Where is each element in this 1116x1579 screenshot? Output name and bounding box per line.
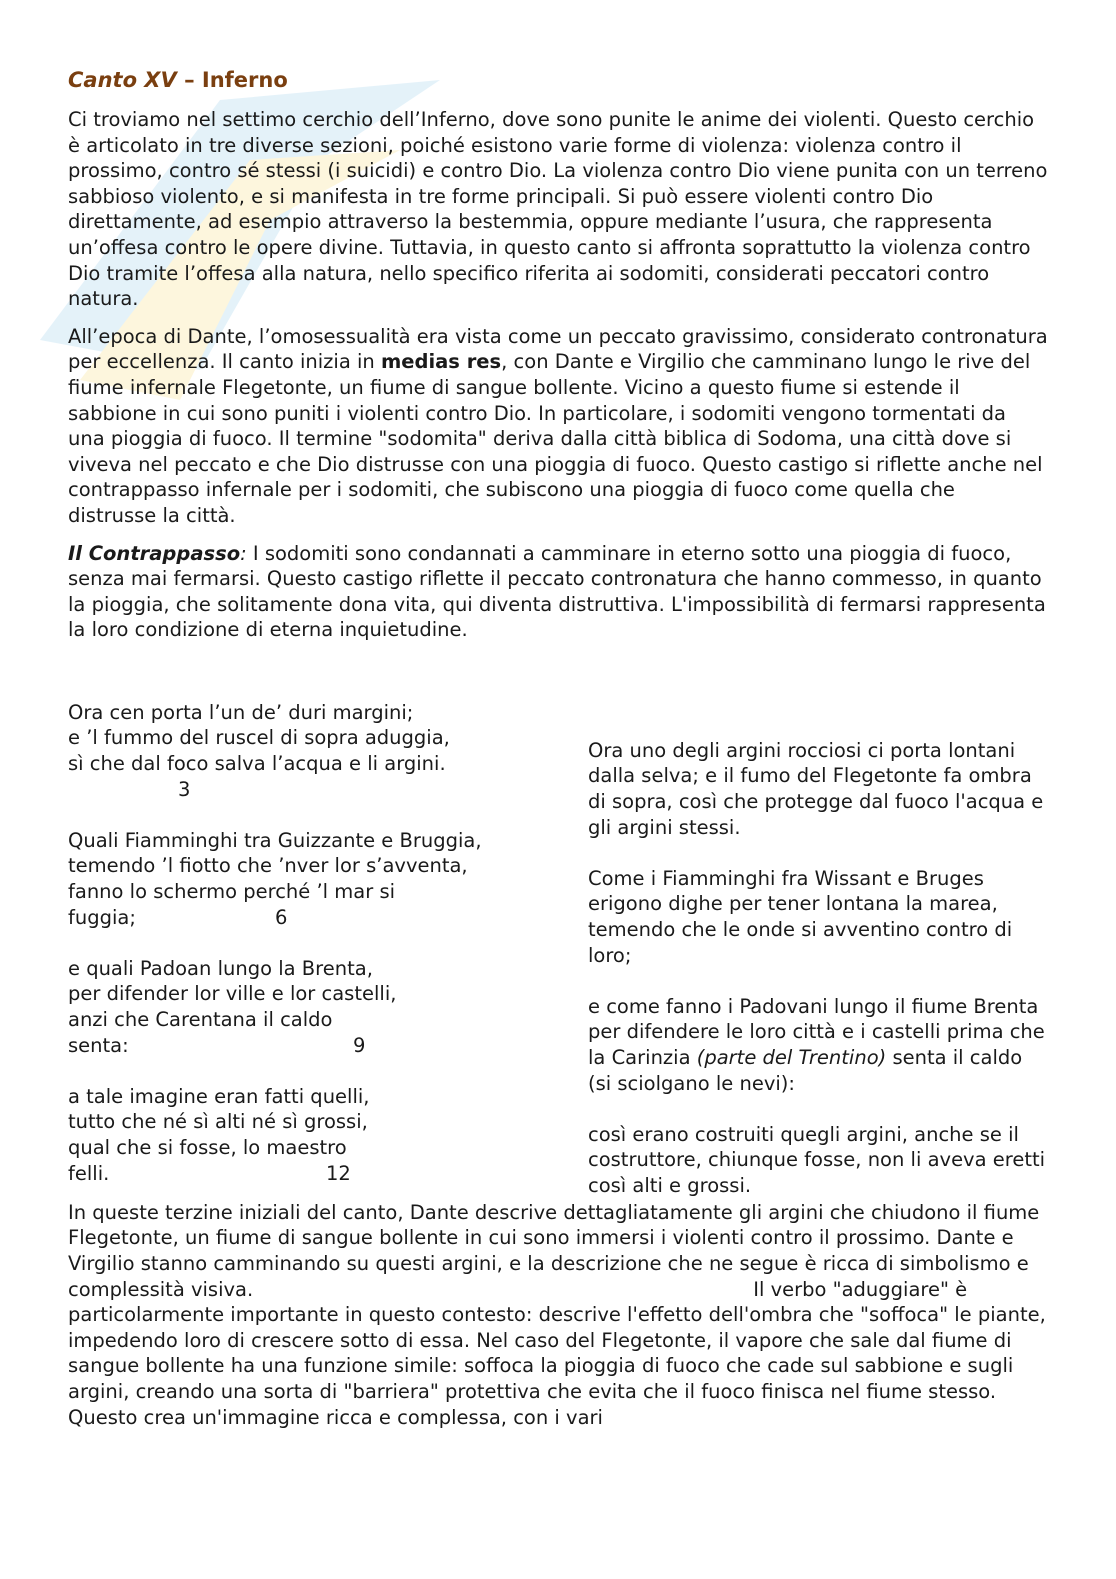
tercet: Ora cen porta l’un de’ duri margini; e ’l fummo del ruscel di sopra aduggia, sì che dal foco salva l’acqua e li argini. 3 xyxy=(68,700,538,802)
closing-paragraph: In queste terzine iniziali del canto, Dante descrive dettagliatamente gli argini che chiudono il fiume Flegetonte, un fiume di sangue bollente in cui sono immersi i violenti contro il prossimo. Dante e Virgilio stanno camminando su questi argini, e la descrizione che ne segue è ricca di simbolismo e complessità visiva. Il verbo "aduggiare" è particolarmente importante in questo contesto: descrive l'effetto dell'ombra che "soffoca" le piante, impedendo loro di crescere sotto di essa. Nel caso del Flegetonte, il vapore che sale dal fiume di sangue bollente ha una funzione simile: soffoca la pioggia di fuoco che cade sul sabbione e sugli argini, creando una sorta di "barriera" protettiva che evita che il fuoco finisca nel fiume stesso. Questo crea un'immagine ricca e complessa, con i vari xyxy=(68,1200,1046,1429)
intro-paragraph: Ci troviamo nel settimo cerchio dell’Inferno, dove sono punite le anime dei violenti. Questo cerchio è articolato in tre diverse sezioni, poiché esistono varie forme di violenza: violenza contro il prossimo, contro sé stessi (i suicidi) e contro Dio. La violenza contro Dio viene punita con un terreno sabbioso violento, e si manifesta in tre forme principali. Si può essere violenti contro Dio direttamente, ad esempio attraverso la bestemmia, oppure mediante l’usura, che rappresenta un’offesa contro le opere divine. Tuttavia, in questo canto si affronta soprattutto la violenza contro Dio tramite l’offesa alla natura, nello specifico riferita ai sodomiti, considerati peccatori contro natura. xyxy=(68,108,1048,311)
translation-paragraph: e come fanno i Padovani lungo il fiume Brenta per difendere le loro città e i castelli prima che la Carinzia (parte del Trentino) senta il caldo (si sciolgano le nevi): xyxy=(588,994,1045,1095)
tercet: e quali Padoan lungo la Brenta, per difender lor ville e lor castelli, anzi che Carentana il caldo senta: 9 xyxy=(68,956,397,1057)
verse-number: 9 xyxy=(353,1033,366,1057)
page-title: Canto XV – Inferno xyxy=(68,68,288,92)
verse-number: 12 xyxy=(326,1161,351,1185)
translation-paragraph: Come i Fiamminghi fra Wissant e Bruges erigono dighe per tener lontana la marea, temendo che le onde si avventino contro di loro; xyxy=(588,866,1013,967)
tercet: a tale imagine eran fatti quelli, tutto che né sì alti né sì grossi, qual che si fosse, lo maestro felli. 12 xyxy=(68,1084,370,1185)
verse-number: 3 xyxy=(178,777,191,801)
verse-number: 6 xyxy=(275,905,288,929)
document-page xyxy=(68,66,1048,1430)
translation-paragraph: così erano costruiti quegli argini, anche se il costruttore, chiunque fosse, non li aveva eretti così alti e grossi. xyxy=(588,1122,1046,1197)
translation-column xyxy=(588,738,1048,1224)
contrappasso-paragraph: Il Contrappasso: I sodomiti sono condannati a camminare in eterno sotto una pioggia di fuoco, senza mai fermarsi. Questo castigo riflette il peccato contronatura che hanno commesso, in quanto la pioggia, che solitamente dona vita, qui diventa distruttiva. L'impossibilità di fermarsi rappresenta la loro condizione di eterna inquietudine. xyxy=(68,541,1046,642)
tercet: Quali Fiamminghi tra Guizzante e Bruggia, temendo ’l fiotto che ’nver lor s’avventa, fanno lo schermo perché ’l mar si fuggia; 6 xyxy=(68,828,482,929)
verse-translation-columns xyxy=(68,700,1048,1200)
translation-paragraph: Ora uno degli argini rocciosi ci porta lontani dalla selva; e il fumo del Flegetonte fa ombra di sopra, così che protegge dal fuoco l'acqua e gli argini stessi. xyxy=(588,738,1044,839)
verse-column xyxy=(68,700,538,1212)
epoca-paragraph: All’epoca di Dante, l’omosessualità era vista come un peccato gravissimo, considerato contronatura per eccellenza. Il canto inizia in medias res, con Dante e Virgilio che camminano lungo le rive del fiume infernale Flegetonte, un fiume di sangue bollente. Vicino a questo fiume si estende il sabbione in cui sono puniti i violenti contro Dio. In particolare, i sodomiti vengono tormentati da una pioggia di fuoco. Il termine "sodomita" deriva dalla città biblica di Sodoma, una città dove si viveva nel peccato e che Dio distrusse con una pioggia di fuoco. Questo castigo si riflette anche nel contrappasso infernale per i sodomiti, che subiscono una pioggia di fuoco come quella che distrusse la città. xyxy=(68,324,1048,527)
